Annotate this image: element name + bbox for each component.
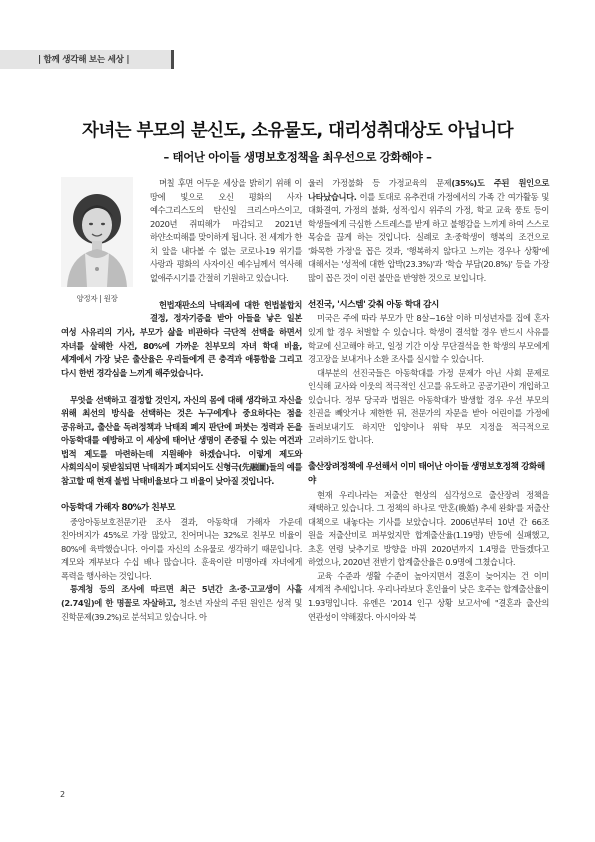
bold-paragraph-1: 헌법재판소의 낙태죄에 대한 헌법불합치 결정, 정자기증을 받아 아들을 낳은 일본 여성 사유리의 기사, 부모가 삶을 비관하다 극단적 선택을 하면서 자녀를 살해한 사건, 80%에 가까운 친부모의 자녀 학대 비율, 세계에서 가장 낮은 출산율은 우리들에게 큰 충격과 애통함을 그리고 다시 한번 경각심을 느끼게 해주었습니다. — [61, 299, 302, 378]
article-title: 자녀는 부모의 분신도, 소유물도, 대리성취대상도 아닙니다 — [82, 121, 513, 141]
page-number: 2 — [60, 790, 66, 799]
author-portrait-icon — [61, 177, 133, 287]
bold-paragraph-2: 무엇을 선택하고 결정할 것인지, 자신의 몸에 대해 생각하고 자신을 위해 최선의 방식을 선택하는 것은 누구에게나 중요하다는 점을 공유하고, 출산을 독려정책과 낙태죄 폐지 판단에 퍼붓는 정력과 돈을 아동학대를 예방하고 이 세상에 태어난 생명이 존중될 수 있는 여건과 법적 제도를 마련하는데 지원해야 하겠습니다. 이렇게 제도와 사회의식이 뒷받침되면 낙태죄가 폐지되어도 신형극(先融圖)들의 예를 참고할 때 현재 불법 낙태비율보다 그 비율이 낮아질 것입니다. — [61, 394, 302, 487]
article-subtitle: – 태어난 아이들 생명보호정책을 최우선으로 강화해야 – — [163, 150, 432, 164]
developed-paragraph: 대부분의 선진국들은 아동학대를 가정 문제가 아닌 사회 문제로 인식해 교사와 이웃의 적극적인 신고를 유도하고 공공기관이 개입하고 있습니다. 정부 당국과 법원은 아동학대가 발생할 경우 우선 부모의 친권을 빼앗거나 제한한 뒤, 전문가의 자문을 받아 어린이를 가정에 돌려보내기도 하지만 입양이나 위탁 부모 지정을 적극적으로 고려하기도 합니다. — [308, 367, 549, 446]
left-column — [61, 177, 302, 624]
family-bold: (35%)도 주된 원인으로 나타났습니다. — [308, 178, 550, 202]
section-heading-policy: 출산장려정책에 우선해서 이미 태어난 아이들 생명보호정책 강화해야 — [308, 462, 545, 487]
family-paragraph — [308, 177, 549, 285]
usa-paragraph: 미국은 주에 따라 부모가 만 8살~16살 이하 미성년자를 집에 혼자 있게 할 경우 처벌할 수 있습니다. 학생이 결석할 경우 반드시 사유를 학교에 신고해야 하고, 일정 기간 이상 무단결석을 한 학생의 부모에게 경고장을 보내거나 소환 조사를 실시할 수 있습니다. — [308, 313, 549, 365]
section-heading-abuse: 아동학대 가해자 80%가 친부모 — [61, 503, 176, 514]
section-tab — [0, 50, 174, 69]
author-caption: 양정자 | 원장 — [76, 294, 118, 303]
suicide-text: 청소년 자살의 주된 원인은 성적 및 진학문제(39.2%)로 분석되고 있습니다. 아 — [61, 597, 302, 622]
education-paragraph: 교육 수준과 생활 수준이 높아지면서 결혼이 늦어지는 건 이미 세계적 추세입니다. 우리나라보다 혼인율이 낮은 호주는 합계출산율이 1.93명입니다. 유엔은 '2014 인구 상황 보고서'에 "결혼과 출산의 연관성이 약해졌다. 아시아와 북 — [308, 570, 549, 622]
suicide-paragraph — [61, 583, 302, 624]
section-tag: | 함께 생각해 보는 세상 | — [38, 55, 130, 65]
intro-paragraph: 며칠 후면 어두운 세상을 밝히기 위해 이 땅에 빛으로 오신 평화의 사자 예수그리스도의 탄신일 크리스마스이고, 2020년 쥐띠해가 마감되고 2021년 하얀소띠해를 맞이하게 됩니다. 전 세계가 한 치 앞을 내다볼 수 없는 코로나-19 위기를 사랑과 평화의 사자이신 예수님께서 역사해 없애주시기를 간절히 기원하고 있습니다. — [150, 178, 302, 283]
policy-paragraph: 현재 우리나라는 저출산 현상의 심각성으로 출산장려 정책을 채택하고 있습니다. 그 정책의 하나로 '만혼(晩婚) 추세 완화'를 저출산 대책으로 내놓다는 기사를 보았습니다. 2006년부터 10년 간 66조 원을 저출산비로 퍼부었지만 합계출산율(1.19명) 반등에 실패했고, 초혼 연령 낮추기로 방향을 바꿔 2020년까지 1.4명을 만들겠다고 하였으나, 2020년 전반기 합계출산율은 0.9명에 그쳤습니다. — [308, 489, 549, 568]
family-text-2: 이를 토대로 유추컨대 가정에서의 가족 간 여가활동 및 대화결여, 가정의 불화, 성적·입시 위주의 가정, 학교 교육 풍토 등이 학생들에게 극심한 스트레스를 받게 하고 불행감을 느끼게 하여 스스로 목숨을 끊게 하는 것입니다. 실례로 초·중학생이 행복의 조건으로 '화목한 가정'을 꼽은 것과, '행복하지 않다고 느끼는 경우나 상황'에 대해서는 '성적에 대한 압박(23.3%)'과 '학습 부담(20.8%)' 등을 가장 많이 꼽은 것이 이런 불만을 반영한 것으로 보입니다. — [308, 191, 549, 283]
right-column — [308, 177, 549, 624]
abuse-paragraph: 중앙아동보호전문기관 조사 결과, 아동학대 가해자 가운데 친아버지가 45%로 가장 많았고, 친어머니는 32%로 친부모 비율이 80%에 육박했습니다. 아이를 자신의 소유물로 생각하기 때문입니다. 계모와 계부보다 수십 배나 많습니다. 훈육이란 미명아래 자녀에게 폭력을 행사하는 것입니다. — [61, 516, 302, 581]
family-text: 울러 가정불화 등 가정교육의 문제 — [308, 178, 452, 188]
author-photo-box — [61, 177, 143, 319]
section-heading-system: 선진국, '시스템' 갖춰 아동 학대 감시 — [308, 299, 439, 310]
suicide-lead: 통계청 등의 조사에 따르면 최근 5년간 초·중·고교생이 사흘(2.74일)에 한 명꼴로 자살하고, — [61, 584, 302, 608]
